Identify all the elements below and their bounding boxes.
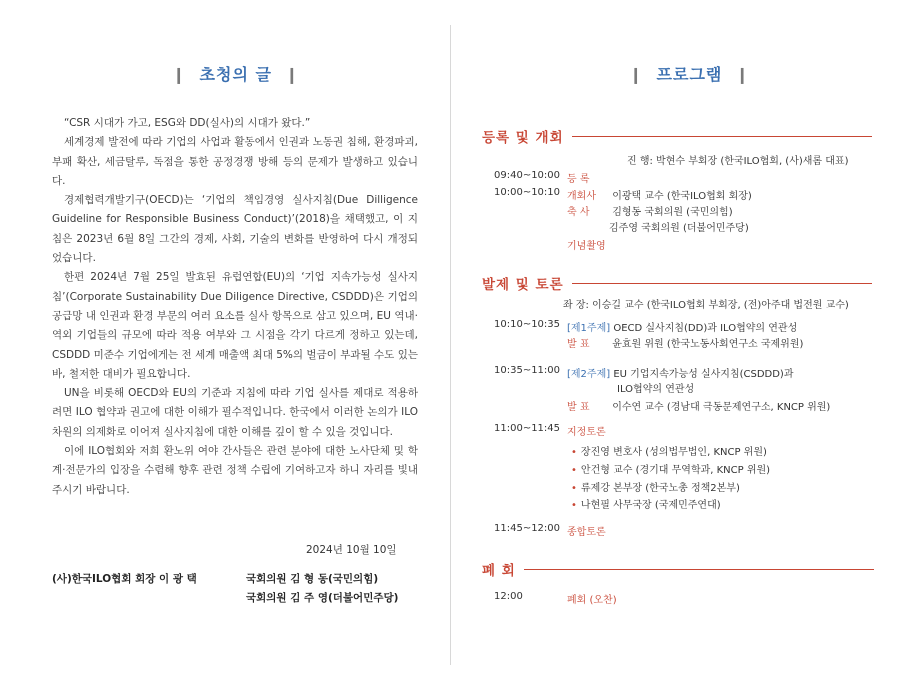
photo-session: 기념촬영	[567, 241, 606, 252]
congrats-row	[567, 203, 733, 218]
presenter-2: 이수연 교수 (경남대 극동문제연구소, KNCP 위원)	[612, 402, 831, 413]
bullet-icon: •	[571, 500, 577, 511]
topic-2-title-line2: ILO협약의 연관성	[617, 384, 695, 395]
topic-2-title-line1: EU 기업지속가능성 실사지침(CSDDD)과	[613, 369, 794, 380]
discussant-1-text: 장진영 변호사 (성의법무법인, KNCP 위원)	[580, 447, 767, 458]
topic-1-tag: [제1주제]	[567, 323, 611, 334]
topic-1-title: OECD 실사지침(DD)과 ILO협약의 연관성	[613, 323, 798, 334]
section-registration-title: 등록 및 개회	[482, 130, 564, 146]
time-1100: 11:00~11:45	[494, 423, 561, 434]
presenter-1-label: 발 표	[567, 339, 590, 350]
discussant-2	[571, 461, 770, 476]
discussant-4	[571, 496, 721, 511]
opening-row	[567, 187, 752, 202]
discussant-3	[571, 479, 740, 494]
general-discussion: 종합토론	[567, 527, 606, 538]
invitation-para-4: UN을 비롯해 OECD와 EU의 기준과 지침에 따라 기업 실사를 제대로 적용하려면 ILO 협약과 권고에 대한 이해가 필수적입니다. 한국에서 이러한 논의가 ILO 차원의 의제화로 이어져 실사지침에 대한 이해를 깊이 할 수 있을 것입니다.	[52, 387, 418, 438]
section-presentation-rule	[572, 283, 872, 284]
section-closing	[482, 559, 874, 579]
page-divider	[450, 25, 451, 665]
invitation-para-3: 한편 2024년 7월 25일 발효된 유럽연합(EU)의 ‘기업 지속가능성 실사지침’(Corporate Sustainability Due Diligence Directive, CSDDD)은 기업의 공급망 내 인권과 환경 부문의 여러 요소를 실사 항목으로 삼고 있으며, EU 역내·역외 기업들의 규모에 따라 적용 여부와 그 시점을 각기 다르게 정하고 있는데, CSDDD 미준수 기업에게는 전 세계 매출액 최대 5%의 벌금이 부과될 수도 있는 바, 철저한 대비가 필요합니다.	[52, 271, 418, 380]
invitation-para-2: 경제협력개발기구(OECD)는 ‘기업의 책임경영 실사지침(Due Dilligence Guideline for Responsible Business Conduct)’(2018)을 채택했고, 이 지침은 2023년 6월 8일 그간의 경제, 사회, 기술의 변화를 반영하여 다시 개정되었습니다.	[52, 194, 418, 265]
registration-label: 등 록	[567, 174, 590, 185]
time-1145: 11:45~12:00	[494, 523, 561, 534]
section-presentation	[482, 273, 872, 293]
topic-1	[567, 319, 797, 334]
time-1035: 10:35~11:00	[494, 365, 561, 376]
discussion-label: 지정토론	[567, 427, 606, 438]
discussant-2-text: 안건형 교수 (경기대 무역학과, KNCP 위원)	[580, 465, 771, 476]
discussant-1	[571, 443, 767, 458]
opening-label: 개회사	[567, 191, 596, 202]
signature-kim-hyeongdong: 국회의원 김 형 동(국민의힘)	[246, 573, 379, 585]
presenter-2-label: 발 표	[567, 402, 590, 413]
congrats-label: 축 사	[567, 207, 590, 218]
bullet-icon: •	[571, 483, 577, 494]
section-registration	[482, 126, 872, 146]
invitation-body	[52, 114, 418, 500]
section-registration-rule	[572, 136, 872, 137]
invitation-title: ❙ 초청의 글 ❙	[172, 65, 300, 84]
topic-2-tag: [제2주제]	[567, 369, 611, 380]
discussant-3-text: 류제강 본부장 (한국노총 정책2본부)	[580, 483, 740, 494]
topic-2	[567, 365, 794, 380]
program-title-text: 프로그램	[656, 65, 723, 84]
signature-ilo: (사)한국ILO협회 회장 이 광 택	[52, 573, 197, 585]
invitation-para-5: 이에 ILO협회와 저희 환노위 여야 간사들은 관련 분야에 대한 노사단체 및 학계·전문가의 입장을 수렴해 향후 관련 정책 수립에 기여하고자 하니 자리를 빛내주시기 바랍니다.	[52, 445, 418, 496]
discussant-4-text: 나현필 사무국장 (국제민주연대)	[580, 500, 721, 511]
bullet-icon: •	[571, 465, 577, 476]
time-1200: 12:00	[494, 591, 523, 602]
host-line: 진 행: 박현수 부회장 (한국ILO협회, (사)새롬 대표)	[627, 156, 849, 167]
presenter-1: 윤효원 위원 (한국노동사회연구소 국제위원)	[612, 339, 804, 350]
invitation-title-text: 초청의 글	[199, 65, 272, 84]
invitation-date: 2024년 10월 10일	[306, 544, 397, 556]
chair-line: 좌 장: 이승길 교수 (한국ILO협회 부회장, (전)아주대 법전원 교수)	[563, 300, 849, 311]
invitation-para-1: 세계경제 발전에 따라 기업의 사업과 활동에서 인권과 노동권 침해, 환경파괴, 부패 확산, 세금탈루, 독점을 통한 공정경쟁 방해 등의 문제가 발생하고 있습니다.	[52, 136, 418, 187]
time-1010: 10:10~10:35	[494, 319, 561, 330]
section-closing-rule	[524, 569, 874, 570]
time-0940: 09:40~10:00	[494, 170, 561, 181]
invitation-quote: “CSR 시대가 가고, ESG와 DD(실사)의 시대가 왔다.”	[64, 117, 311, 129]
congrats-speaker-1: 김형동 국회의원 (국민의힘)	[612, 207, 733, 218]
program-title: ❙ 프로그램 ❙	[629, 65, 750, 84]
section-closing-title: 폐 회	[482, 563, 516, 579]
congrats-speaker-2: 김주영 국회의원 (더불어민주당)	[609, 223, 749, 234]
time-1000: 10:00~10:10	[494, 187, 561, 198]
signature-kim-juyeong: 국회의원 김 주 영(더불어민주당)	[246, 592, 399, 604]
closing-lunch: 폐회 (오찬)	[567, 595, 617, 606]
presenter-1-row	[567, 335, 803, 350]
section-presentation-title: 발제 및 토론	[482, 277, 564, 293]
opening-speaker: 이광택 교수 (한국ILO협회 회장)	[612, 191, 752, 202]
presenter-2-row	[567, 398, 830, 413]
bullet-icon: •	[571, 447, 577, 458]
